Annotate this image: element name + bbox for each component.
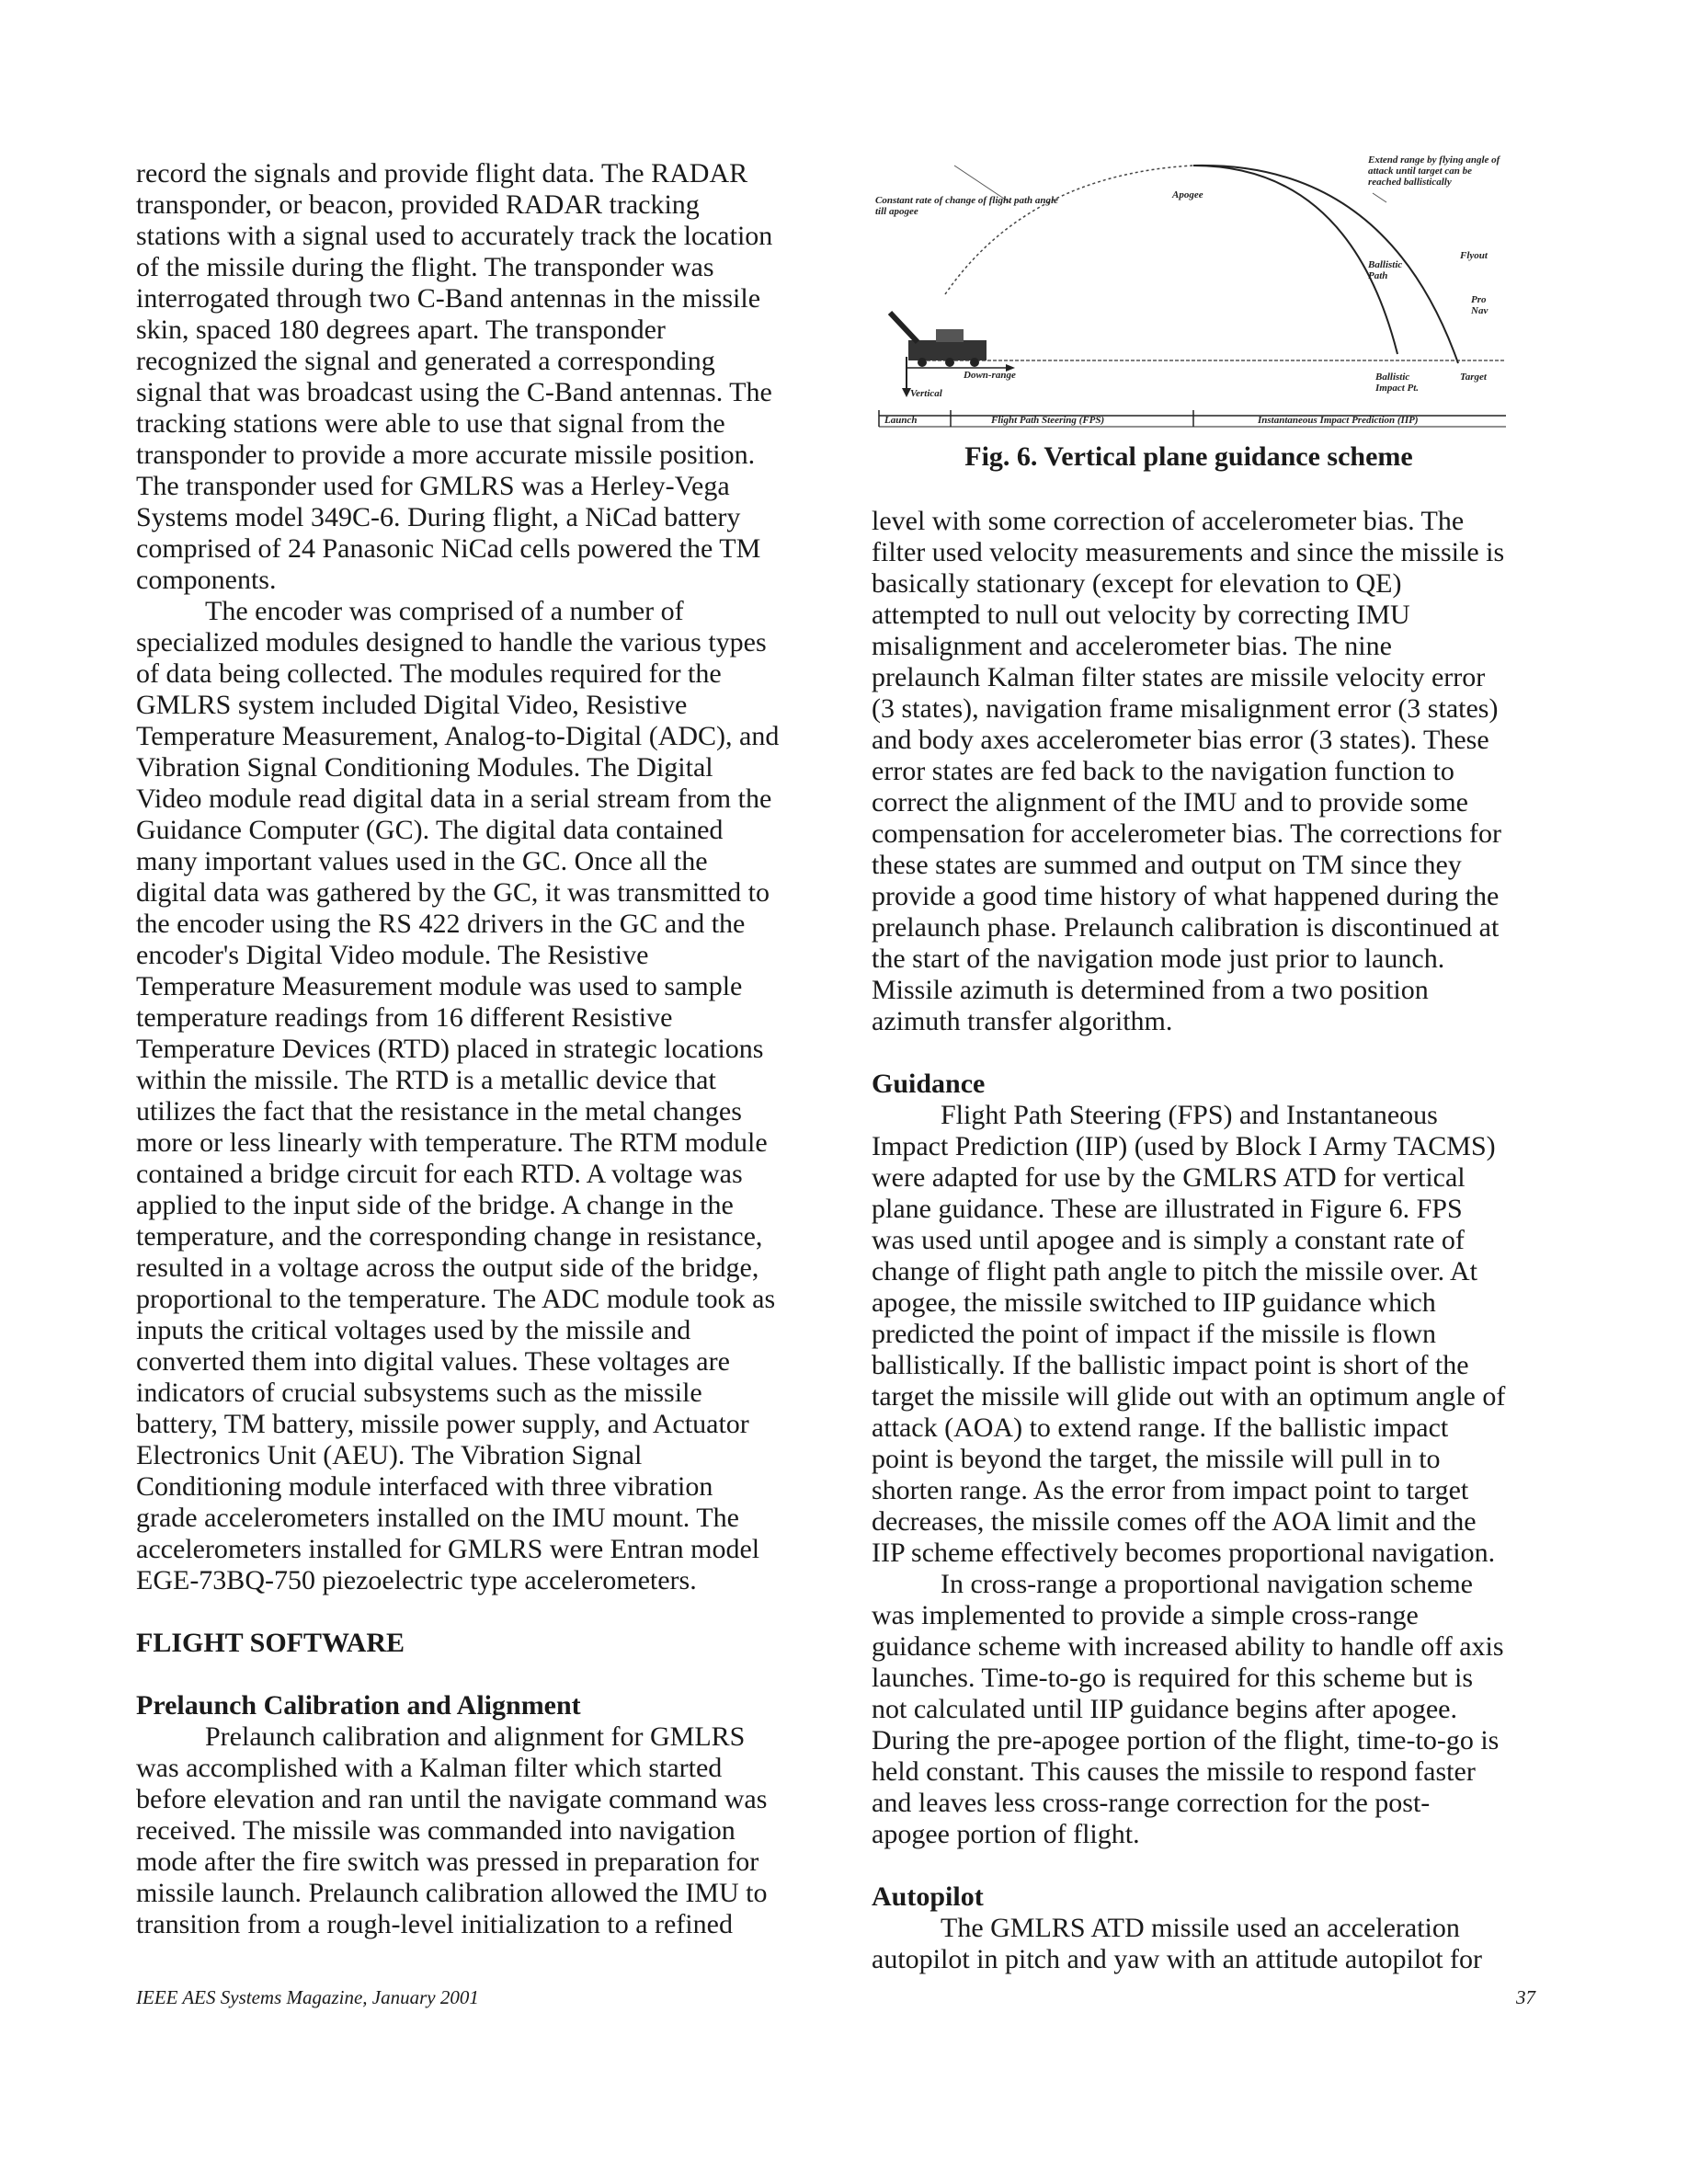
body-paragraph: record the signals and provide flight data. The RADAR transponder, or beacon, provided RADAR tracking stations with a signal used to accurately track the location of the missile during the flight. The transponder was interrogated through two C-Band antennas in the missile skin, spaced 180 degrees apart. The transponder recognized the signal and generated a corresponding signal that was broadcast using the C-Band antennas. The tracking stations were able to use that signal from the transponder to provide a more accurate missile position. The transponder used for GMLRS was a Herley-Vega Systems model 349C-6. During flight, a NiCad battery comprised of 24 Panasonic NiCad cells powered the TM components.: [136, 158, 773, 595]
body-paragraph: The GMLRS ATD missile used an acceleration autopilot in pitch and yaw with an attitude autopilot for: [872, 1913, 1483, 1974]
label-down-range: Down-range: [964, 370, 1016, 381]
figure-vertical-guidance: [872, 147, 1506, 441]
label-target: Target: [1460, 372, 1487, 383]
label-pro-nav: Pro Nav: [1471, 294, 1488, 316]
section-heading: FLIGHT SOFTWARE: [136, 1628, 405, 1658]
launcher-vehicle-icon: [890, 313, 987, 367]
label-extend-range: Extend range by flying angle of attack until target can be reached ballistically: [1368, 154, 1500, 188]
label-ballistic-path: Ballistic Path: [1368, 259, 1403, 281]
label-fps: Flight Path Steering (FPS): [991, 415, 1105, 426]
body-paragraph: level with some correction of accelerometer bias. The filter used velocity measurements and since the missile is basically stationary (except for elevation to QE) attempted to null out velocity by correcting IMU misalignment and accelerometer bias. The nine prelaunch Kalman filter states are missile velocity error (3 states), navigation frame misalignment error (3 states) and body axes accelerometer bias error (3 states). These error states are fed back to the navigation function to correct the alignment of the IMU and to provide some compensation for accelerometer bias. The corrections for these states are summed and output on TM since they provide a good time history of what happened during the prelaunch phase. Prelaunch calibration is discontinued at the start of the navigation mode just prior to launch. Missile azimuth is determined from a two position azimuth transfer algorithm.: [872, 506, 1505, 1036]
figure-caption: Fig. 6. Vertical plane guidance scheme: [964, 441, 1413, 472]
journal-footer: IEEE AES Systems Magazine, January 2001: [136, 1986, 479, 2008]
body-paragraph: In cross-range a proportional navigation scheme was implemented to provide a simple cross-range guidance scheme with increased ability to handle off axis launches. Time-to-go is required for this scheme but is not calculated until IIP guidance begins after apogee. During the pre-apogee portion of the flight, time-to-go is held constant. This causes the missile to respond faster and leaves less cross-range correction for the post-apogee portion of flight.: [872, 1569, 1504, 1849]
left-column: [136, 158, 780, 1940]
label-flyout: Flyout: [1460, 250, 1488, 261]
ballistic-trajectory: [1193, 166, 1397, 354]
body-paragraph: Prelaunch calibration and alignment for GMLRS was accomplished with a Kalman filter which started before elevation and ran until the navigate command was received. The missile was commanded into navigation mode after the fire switch was pressed in preparation for missile launch. Prelaunch calibration allowed the IMU to transition from a rough-level initialization to a refined: [136, 1721, 768, 1939]
label-ballistic-impact: Ballistic Impact Pt.: [1375, 372, 1420, 394]
label-iip: Instantaneous Impact Prediction (IIP): [1258, 415, 1419, 426]
body-paragraph: The encoder was comprised of a number of specialized modules designed to handle the various types of data being collected. The modules required for the GMLRS system included Digital Video, Resistive Temperature Measurement, Analog-to-Digital (ADC), and Vibration Signal Conditioning Modules. The Digital Video module read digital data in a serial stream from the Guidance Computer (GC). The digital data contained many important values used in the GC. Once all the digital data was gathered by the GC, it was transmitted to the encoder using the RS 422 drivers in the GC and the encoder's Digital Video module. The Resistive Temperature Measurement module was used to sample temperature readings from 16 different Resistive Temperature Devices (RTD) placed in strategic locations within the missile. The RTD is a metallic device that utilizes the fact that the resistance in the metal changes more or less linearly with temperature. The RTM module contained a bridge circuit for each RTD. A voltage was applied to the input side of the bridge. A change in the temperature, and the corresponding change in resistance, resulted in a voltage across the output side of the bridge, proportional to the temperature. The ADC module took as inputs the critical voltages used by the missile and converted them into digital values. These voltages are indicators of crucial subsystems such as the missile battery, TM battery, missile power supply, and Actuator Electronics Unit (AEU). The Vibration Signal Conditioning module interfaced with three vibration grade accelerometers installed on the IMU mount. The accelerometers installed for GMLRS were Entran model EGE-73BQ-750 piezoelectric type accelerometers.: [136, 596, 780, 1595]
subsection-heading: Autopilot: [872, 1881, 984, 1912]
subsection-heading: Prelaunch Calibration and Alignment: [136, 1690, 581, 1721]
flyout-trajectory: [1193, 166, 1458, 363]
label-launch: Launch: [884, 415, 918, 426]
fps-trajectory: [945, 166, 1193, 294]
subsection-heading: Guidance: [872, 1069, 986, 1099]
label-constant-rate: Constant rate of change of flight path angle till apogee: [875, 195, 1058, 217]
label-vertical: Vertical: [910, 388, 942, 399]
right-column: [872, 506, 1506, 1975]
label-apogee: Apogee: [1172, 189, 1203, 200]
page-number: 37: [1516, 1986, 1535, 2008]
body-paragraph: Flight Path Steering (FPS) and Instantaneous Impact Prediction (IIP) (used by Block I Army TACMS) were adapted for use by the GMLRS ATD for vertical plane guidance. These are illustrated in Figure 6. FPS was used until apogee and is simply a constant rate of change of flight path angle to pitch the missile over. At apogee, the missile switched to IIP guidance which predicted the point of impact if the missile is flown ballistically. If the ballistic impact point is short of the target the missile will glide out with an optimum angle of attack (AOA) to extend range. If the ballistic impact point is beyond the target, the missile will pull in to shorten range. As the error from impact point to target decreases, the missile comes off the AOA limit and the IIP scheme effectively becomes proportional navigation.: [872, 1100, 1506, 1568]
